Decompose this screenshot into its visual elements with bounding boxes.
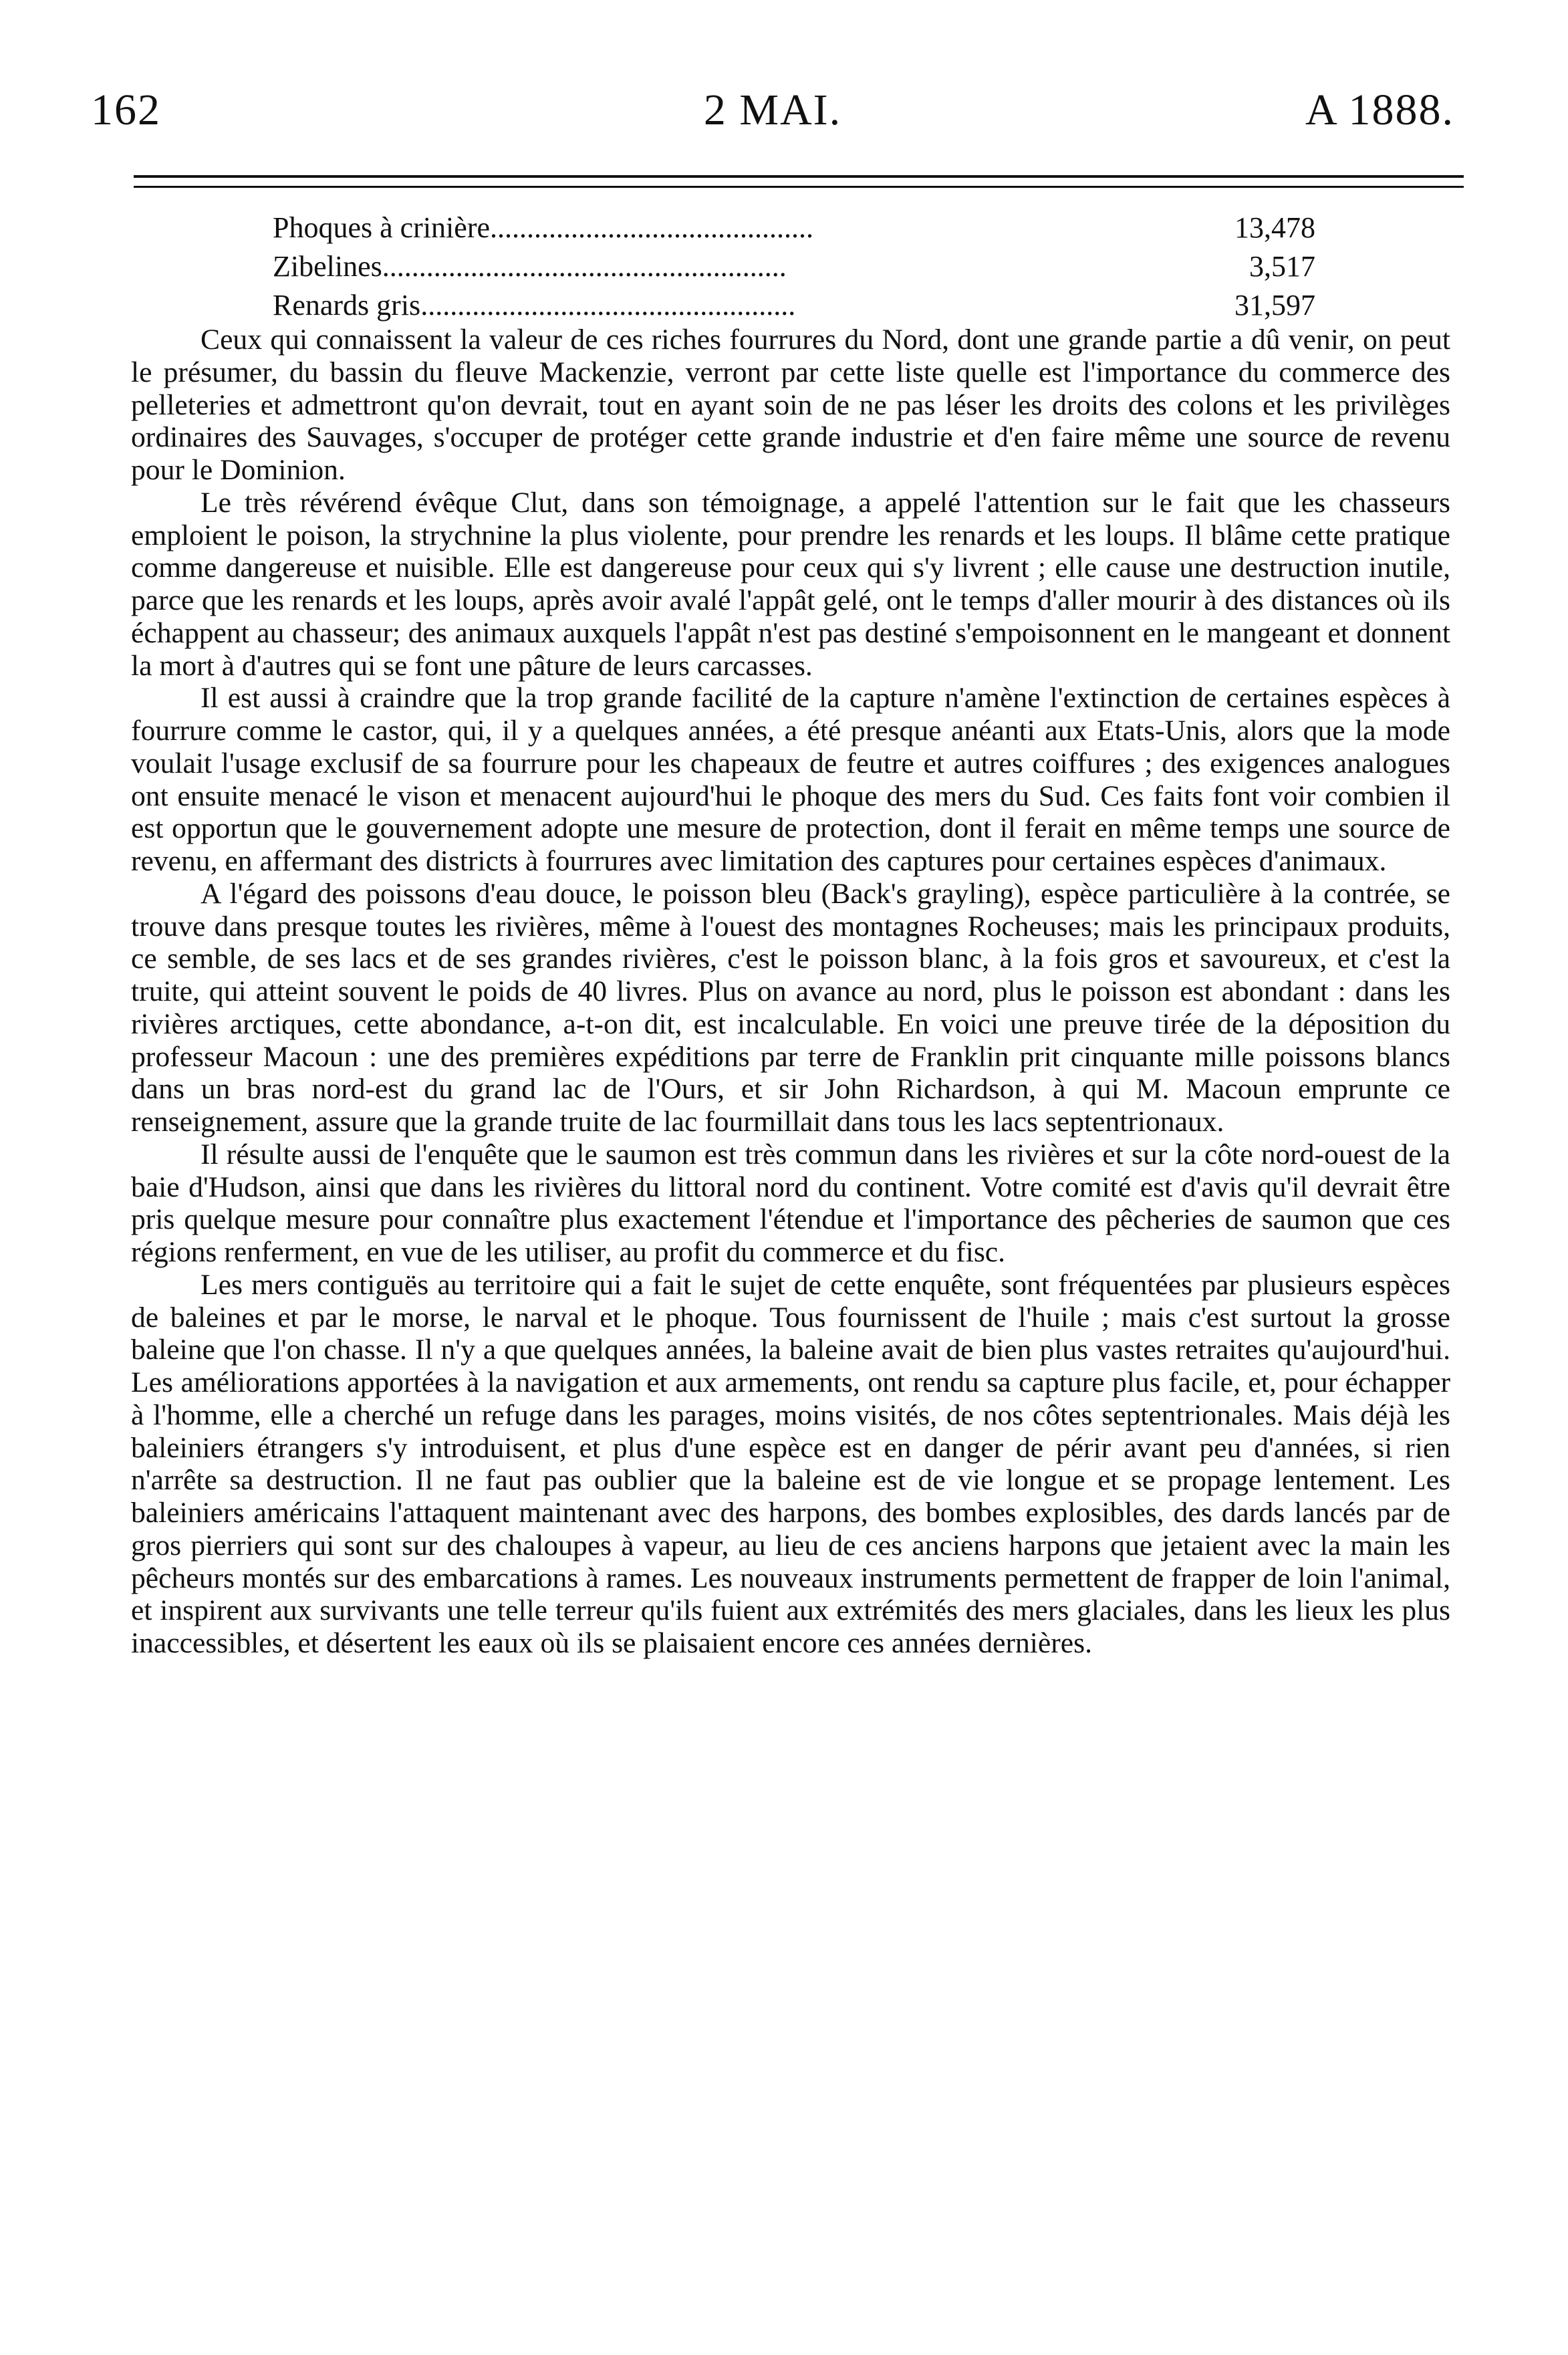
stat-value: 3,517 [1249, 250, 1315, 283]
header-date: 2 MAI. [703, 86, 842, 134]
header-rule-top [134, 175, 1464, 178]
stat-leader-dots: ................................................... [420, 289, 796, 322]
page-number: 162 [91, 86, 161, 134]
stat-row [273, 286, 1315, 325]
stat-label: Renards gris [273, 289, 421, 322]
paragraph: Il est aussi à craindre que la trop grande facilité de la capture n'amène l'extinction de certaines espèces à fourrure comme le castor, qui, il y a quelques années, a été presque anéanti aux Etats-Unis, alors que la mode voulait l'usage exclusif de sa fourrure pour les chapeaux de feutre et autres coiffures ; des exigences analogues ont ensuite menacé le vison et menacent aujourd'hui le phoque des mers du Sud. Ces faits font voir combien il est opportun que le gouvernement adopte une mesure de protection, dont il ferait en même temps une source de revenu, en affermant des districts à fourrures avec limitation des captures pour certaines espèces d'animaux. [131, 682, 1450, 877]
header-year: A 1888. [1305, 86, 1454, 134]
stat-leader-dots: ............................................ [490, 211, 813, 244]
stat-leader-dots: ....................................................... [382, 250, 787, 283]
paragraph: Ceux qui connaissent la valeur de ces riches fourrures du Nord, dont une grande partie a dû venir, on peut le présumer, du bassin du fleuve Mackenzie, verront par cette liste quelle est l'importance du commerce des pelleteries et admettront qu'on devrait, tout en ayant soin de ne pas léser les droits des colons et les privilèges ordinaires des Sauvages, s'occuper de protéger cette grande industrie et d'en faire même une source de revenu pour le Dominion. [131, 324, 1450, 486]
page-header [91, 80, 1454, 140]
paragraph: A l'égard des poissons d'eau douce, le poisson bleu (Back's grayling), espèce particulière à la contrée, se trouve dans presque toutes les rivières, même à l'ouest des montagnes Rocheuses; mais les principaux produits, ce semble, de ses lacs et de ses grandes rivières, c'est le poisson blanc, à la fois gros et savoureux, et c'est la truite, qui atteint souvent le poids de 40 livres. Plus on avance au nord, plus le poisson est abondant : dans les rivières arctiques, cette abondance, a-t-on dit, est incalculable. En voici une preuve tirée de la déposition du professeur Macoun : une des premières expéditions par terre de Franklin prit cinquante mille poissons blancs dans un bras nord-est du grand lac de l'Ours, et sir John Richardson, à qui M. Macoun emprunte ce renseignement, assure que la grande truite de lac fourmillait dans tous les lacs septentrionaux. [131, 877, 1450, 1138]
stat-row [273, 209, 1315, 247]
stat-value: 13,478 [1234, 211, 1315, 244]
paragraph: Le très révérend évêque Clut, dans son témoignage, a appelé l'attention sur le fait que les chasseurs emploient le poison, la strychnine la plus violente, pour prendre les renards et les loups. Il blâme cette pratique comme dangereuse et nuisible. Elle est dangereuse pour ceux qui s'y livrent ; elle cause une destruction inutile, parce que les renards et les loups, après avoir avalé l'appât gelé, ont le temps d'aller mourir à des distances où ils échappent au chasseur; des animaux auxquels l'appât n'est pas destiné s'empoisonnent en le mangeant et donnent la mort à d'autres qui se font une pâture de leurs carcasses. [131, 486, 1450, 682]
paragraph: Il résulte aussi de l'enquête que le saumon est très commun dans les rivières et sur la côte nord-ouest de la baie d'Hudson, ainsi que dans les rivières du littoral nord du continent. Votre comité est d'avis qu'il devrait être pris quelque mesure pour connaître plus exactement l'étendue et l'importance des pêcheries de saumon que ces régions renferment, en vue de les utiliser, au profit du commerce et du fisc. [131, 1138, 1450, 1268]
fur-statistics-list [273, 209, 1315, 325]
stat-row [273, 247, 1315, 286]
stat-label: Phoques à crinière [273, 211, 490, 244]
stat-label: Zibelines [273, 250, 382, 283]
paragraph: Les mers contiguës au territoire qui a fait le sujet de cette enquête, sont fréquentées par plusieurs espèces de baleines et par le morse, le narval et le phoque. Tous fournissent de l'huile ; mais c'est surtout la grosse baleine que l'on chasse. Il n'y a que quelques années, la baleine avait de bien plus vastes retraites qu'aujourd'hui. Les améliorations apportées à la navigation et aux armements, ont rendu sa capture plus facile, et, pour échapper à l'homme, elle a cherché un refuge dans les parages, moins visités, de nos côtes septentrionales. Mais déjà les baleiniers étrangers s'y introduisent, et plus d'une espèce est en danger de périr avant peu d'années, si rien n'arrête sa destruction. Il ne faut pas oublier que la baleine est de vie longue et se propage lentement. Les baleiniers américains l'attaquent maintenant avec des harpons, des bombes explosibles, des dards lancés par de gros pierriers qui sont sur des chaloupes à vapeur, au lieu de ces anciens harpons que jetaient avec la main les pêcheurs montés sur des embarcations à rames. Les nouveaux instruments permettent de frapper de loin l'animal, et inspirent aux survivants une telle terreur qu'ils fuient aux extrémités des mers glaciales, dans les lieux les plus inaccessibles, et désertent les eaux où ils se plaisaient encore ces années dernières. [131, 1268, 1450, 1659]
header-rule-bottom [134, 186, 1464, 188]
stat-value: 31,597 [1234, 289, 1315, 322]
body-text [131, 324, 1450, 1660]
